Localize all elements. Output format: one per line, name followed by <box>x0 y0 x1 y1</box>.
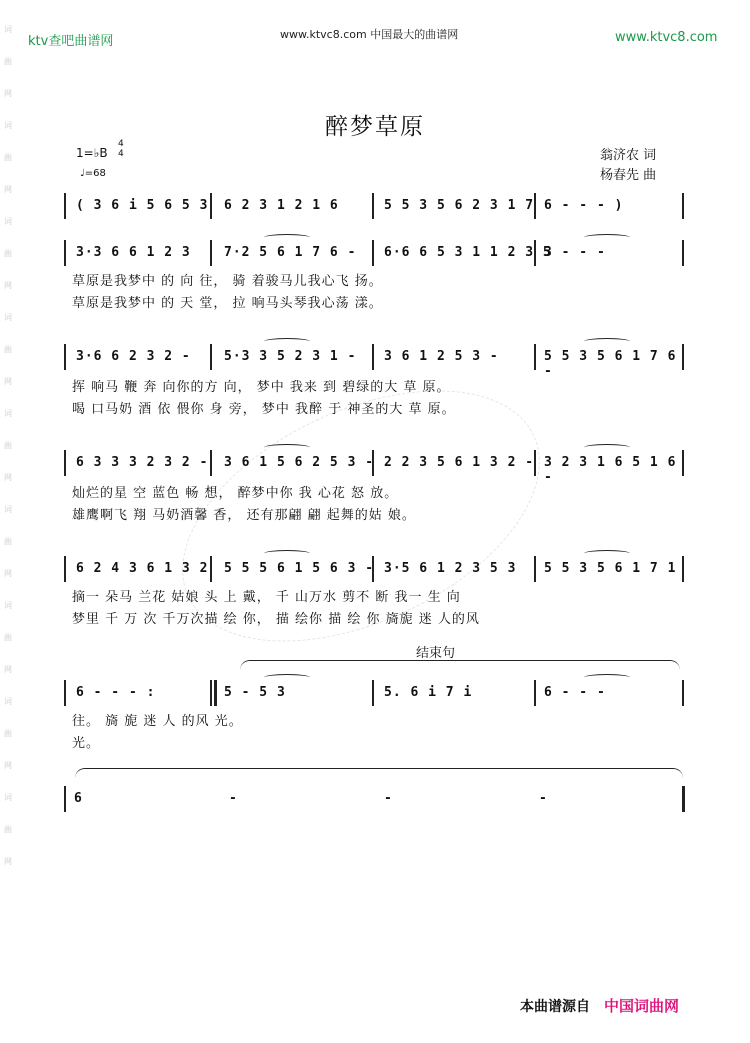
score-system <box>64 556 682 586</box>
measure-notes: - <box>539 791 548 806</box>
barline <box>534 344 536 370</box>
side-mark: 网 <box>4 281 12 290</box>
measure-notes: 6 - - - : <box>76 685 156 700</box>
measure-notes: 6 2 3 1 2 1 6 <box>224 198 339 213</box>
measure-notes: 3·3 6 6 1 2 3 <box>76 245 191 260</box>
composer-credit: 杨春先 曲 <box>600 168 657 183</box>
footer-site-link[interactable]: 中国词曲网 <box>604 997 680 1015</box>
barline <box>210 344 212 370</box>
side-mark: 曲 <box>4 633 12 642</box>
meter-bottom: 4 <box>118 149 124 159</box>
barline <box>534 450 536 476</box>
measure-notes: 5 - 5 3 <box>224 685 286 700</box>
slur-mark <box>264 338 310 345</box>
measure-notes: 5·3 3 5 2 3 1 - <box>224 349 357 364</box>
header-left-site[interactable]: ktv查吧曲谱网 <box>28 34 114 49</box>
barline <box>682 193 684 219</box>
barline <box>372 240 374 266</box>
footer-source-text: 本曲谱源自 <box>520 999 590 1015</box>
tempo-marking: ♩=68 <box>80 168 106 179</box>
side-mark: 曲 <box>4 57 12 66</box>
measure-notes: 7·2 5 6 1 7 6 - <box>224 245 357 260</box>
footer-source <box>520 995 679 1016</box>
measure-notes: 5 5 5 6 1 5 6 3 - <box>224 561 375 576</box>
side-mark: 词 <box>4 121 12 130</box>
measure-notes: 3·6 6 2 3 2 - <box>76 349 191 364</box>
barline <box>372 344 374 370</box>
measure-notes: 3 2 3 1 6 5 1 6 - <box>544 455 677 485</box>
side-mark: 词 <box>4 601 12 610</box>
side-mark: 词 <box>4 313 12 322</box>
measure-notes: 6 - - - ) <box>544 198 624 213</box>
barline <box>682 680 684 706</box>
slur-mark <box>584 674 630 681</box>
side-mark: 网 <box>4 473 12 482</box>
side-mark: 词 <box>4 697 12 706</box>
ending-label: 结束句 <box>416 646 456 661</box>
lyric-line: 草原是我梦中 的 天 堂， 拉 响马头琴我心荡 漾。 <box>72 296 383 311</box>
slur-mark <box>584 338 630 345</box>
measure-notes: 6 3 3 3 2 3 2 - <box>76 455 209 470</box>
barline <box>64 193 66 219</box>
side-mark: 曲 <box>4 729 12 738</box>
slur-mark <box>264 550 310 557</box>
barline <box>210 193 212 219</box>
slur-mark <box>264 444 310 451</box>
measure-notes: 6 2 4 3 6 1 3 2 <box>76 561 209 576</box>
repeat-barline <box>214 680 217 706</box>
side-mark: 曲 <box>4 825 12 834</box>
side-mark: 网 <box>4 89 12 98</box>
lyricist-credit: 翁济农 词 <box>600 148 657 163</box>
side-mark: 词 <box>4 217 12 226</box>
slur-mark <box>584 234 630 241</box>
measure-notes: 3·5 6 1 2 3 5 3 <box>384 561 517 576</box>
barline <box>210 240 212 266</box>
side-mark: 词 <box>4 505 12 514</box>
side-mark: 曲 <box>4 153 12 162</box>
side-mark: 曲 <box>4 345 12 354</box>
measure-notes: 5 5 3 5 6 1 7 1 <box>544 561 677 576</box>
side-mark: 曲 <box>4 249 12 258</box>
measure-notes: 3 - - - <box>544 245 606 260</box>
lyric-line: 往。 旖 旎 迷 人 的风 光。 <box>72 714 243 729</box>
barline <box>534 680 536 706</box>
measure-notes: 6 - - - <box>544 685 606 700</box>
ending-bracket-line <box>240 660 680 673</box>
slur-mark <box>584 444 630 451</box>
measure-notes: 5. 6 i 7 i <box>384 685 473 700</box>
lyric-line: 摘一 朵马 兰花 姑娘 头 上 戴， 千 山万水 剪不 断 我一 生 向 <box>72 590 461 605</box>
side-mark: 网 <box>4 377 12 386</box>
score-system <box>64 344 682 379</box>
side-mark: 词 <box>4 409 12 418</box>
meter-top: 4 <box>118 139 124 149</box>
lyric-line: 挥 响马 鞭 奔 向你的方 向， 梦中 我来 到 碧绿的大 草 原。 <box>72 380 451 395</box>
slur-mark <box>584 550 630 557</box>
measure-notes: ( 3 6 i 5 6 5 3 <box>76 198 209 213</box>
measure-notes: - <box>384 791 393 806</box>
measure-notes: 5 5 3 5 6 2 3 1 7 <box>384 198 535 213</box>
side-mark: 网 <box>4 569 12 578</box>
barline <box>64 450 66 476</box>
barline <box>534 193 536 219</box>
side-mark: 网 <box>4 665 12 674</box>
side-mark: 网 <box>4 761 12 770</box>
song-title: 醉梦草原 <box>325 114 425 140</box>
lyric-line: 喝 口马奶 酒 依 偎你 身 旁， 梦中 我醉 于 神圣的大 草 原。 <box>72 402 456 417</box>
barline <box>372 680 374 706</box>
barline <box>682 556 684 582</box>
lyric-line: 梦里 千 万 次 千万次描 绘 你， 描 绘你 描 绘 你 旖旎 迷 人的风 <box>72 612 480 627</box>
key-signature: 1=♭B <box>76 146 108 160</box>
side-mark: 词 <box>4 793 12 802</box>
barline <box>210 680 212 706</box>
final-tie-line <box>75 768 683 781</box>
measure-notes: 6 <box>74 791 83 806</box>
barline <box>64 680 66 706</box>
barline <box>64 556 66 582</box>
side-mark: 网 <box>4 857 12 866</box>
barline <box>64 240 66 266</box>
measure-notes: - <box>229 791 238 806</box>
measure-notes: 2 2 3 5 6 1 3 2 - <box>384 455 535 470</box>
lyric-line: 光。 <box>72 736 101 751</box>
side-mark: 词 <box>4 25 12 34</box>
time-signature <box>118 139 124 159</box>
score-system <box>64 193 682 223</box>
slur-mark <box>264 674 310 681</box>
barline <box>682 450 684 476</box>
lyric-line: 草原是我梦中 的 向 往， 骑 着骏马儿我心飞 扬。 <box>72 274 383 289</box>
measure-notes: 6·6 6 5 3 1 1 2 3 5 <box>384 245 552 260</box>
barline <box>682 344 684 370</box>
score-system <box>64 450 682 485</box>
header-center-site[interactable]: www.ktvc8.com 中国最大的曲谱网 <box>280 28 459 41</box>
score-system <box>64 786 682 816</box>
barline <box>534 556 536 582</box>
measure-notes: 3 6 1 5 6 2 5 3 - <box>224 455 375 470</box>
lyric-line: 雄鹰啊飞 翔 马奶酒馨 香， 还有那翩 翩 起舞的姑 娘。 <box>72 508 416 523</box>
side-mark: 曲 <box>4 441 12 450</box>
barline <box>682 786 685 812</box>
barline <box>682 240 684 266</box>
header-right-url[interactable]: www.ktvc8.com <box>615 30 718 45</box>
side-watermark-column <box>4 24 16 888</box>
side-mark: 网 <box>4 185 12 194</box>
measure-notes: 5 5 3 5 6 1 7 6 - <box>544 349 677 379</box>
side-mark: 曲 <box>4 537 12 546</box>
score-system <box>64 680 682 710</box>
barline <box>64 344 66 370</box>
barline <box>210 556 212 582</box>
score-system <box>64 240 682 270</box>
slur-mark <box>264 234 310 241</box>
barline <box>372 193 374 219</box>
measure-notes: 3 6 1 2 5 3 - <box>384 349 499 364</box>
barline <box>210 450 212 476</box>
lyric-line: 灿烂的星 空 蓝色 畅 想， 醉梦中你 我 心花 怒 放。 <box>72 486 399 501</box>
barline <box>64 786 66 812</box>
